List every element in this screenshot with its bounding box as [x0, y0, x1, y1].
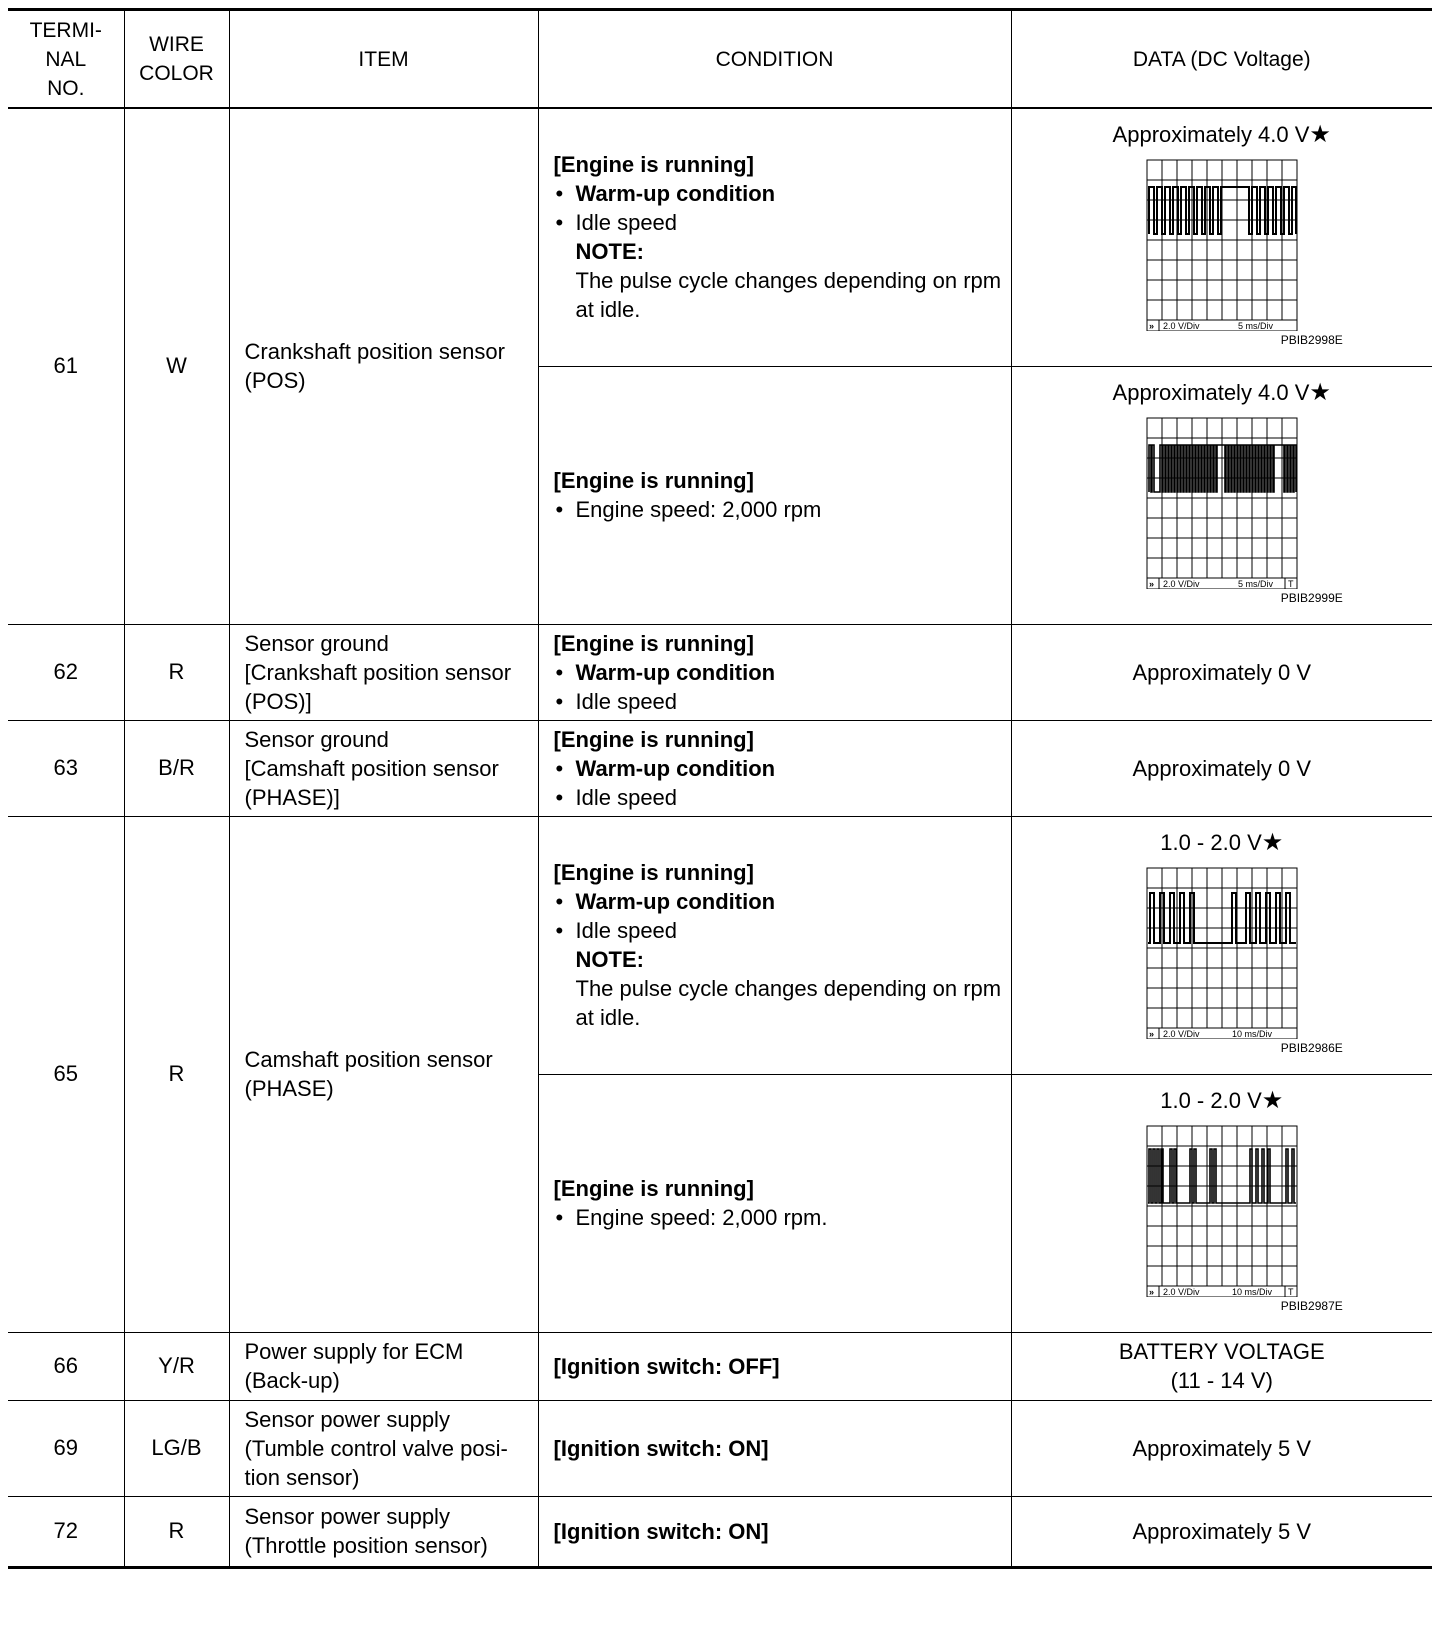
waveform-title: [1097, 817, 1347, 857]
waveform-title: [1097, 367, 1347, 407]
item-61: Crankshaft position sensor (POS): [229, 108, 538, 624]
scope-trigger-mark: T: [1287, 578, 1294, 589]
scope-grid: [1147, 418, 1297, 578]
condition-heading: [Engine is running]: [553, 630, 754, 656]
scope-run-icon: »: [1148, 578, 1154, 589]
star-icon: ★: [1261, 828, 1284, 856]
voltage-value: 1.0 - 2.0 V: [1160, 829, 1262, 855]
scope-time-scale: 10 ms/Div: [1231, 1028, 1272, 1039]
terminal-no-69: 69: [8, 1400, 124, 1496]
star-icon: ★: [1261, 1086, 1284, 1114]
condition-heading: [Engine is running]: [553, 860, 754, 885]
item-65: Camshaft position sensor (PHASE): [229, 816, 538, 1332]
condition-62: [538, 624, 1011, 720]
terminal-no-66: 66: [8, 1332, 124, 1400]
item-72: Sensor power supply (Throttle position sensor): [229, 1496, 538, 1567]
waveform-figure: [1097, 1075, 1347, 1325]
voltage-value: Approximately 4.0 V: [1112, 122, 1310, 147]
condition-heading: [Engine is running]: [553, 726, 754, 752]
item-66: Power supply for ECM (Back-up): [229, 1332, 538, 1400]
oscilloscope-waveform: [1146, 1125, 1298, 1297]
scope-volt-scale: 2.0 V/Div: [1162, 1286, 1200, 1297]
waveform-figure: [1097, 817, 1347, 1067]
condition-bullets: [554, 1203, 1011, 1232]
figure-id: PBIB2998E: [1280, 333, 1343, 347]
condition-heading: [Ignition switch: OFF]: [553, 1353, 780, 1379]
condition-heading: [Ignition switch: ON]: [553, 1435, 769, 1461]
scope-scale-bar: [1147, 578, 1297, 589]
note-label: NOTE:: [575, 947, 644, 972]
note-label: NOTE:: [575, 239, 644, 265]
scope-run-icon: »: [1148, 1286, 1154, 1297]
data-62: Approximately 0 V: [1011, 624, 1432, 720]
item-62: Sensor ground [Crankshaft position sensor (POS)]: [229, 624, 538, 720]
table-row-66: [8, 1332, 1432, 1400]
table-row-72: [8, 1496, 1432, 1567]
waveform-figure: [1097, 109, 1347, 359]
header-condition: CONDITION: [538, 10, 1011, 109]
data-69: Approximately 5 V: [1011, 1400, 1432, 1496]
waveform-title: [1097, 1075, 1347, 1115]
header-item: ITEM: [229, 10, 538, 109]
table-row-63: [8, 720, 1432, 816]
wire-color-65: R: [124, 816, 229, 1332]
figure-id: PBIB2986E: [1280, 1040, 1343, 1055]
condition-bullet: • Warm-up condition: [554, 887, 1011, 916]
scope-time-scale: 10 ms/Div: [1231, 1286, 1272, 1297]
voltage-value: 1.0 - 2.0 V: [1160, 1087, 1262, 1113]
condition-63: [538, 720, 1011, 816]
condition-heading: [Engine is running]: [553, 468, 754, 493]
terminal-no-72: 72: [8, 1496, 124, 1567]
condition-bullet: • Warm-up condition: [554, 179, 1011, 208]
condition-bullets: [554, 495, 1011, 524]
data-65-2000rpm: [1011, 1074, 1432, 1332]
oscilloscope-waveform: [1146, 159, 1298, 331]
wire-color-62: R: [124, 624, 229, 720]
scope-run-icon: »: [1148, 321, 1154, 331]
header-wire-color: WIRE COLOR: [124, 10, 229, 109]
wire-color-69: LG/B: [124, 1400, 229, 1496]
note-text: The pulse cycle changes depending on rpm at idle.: [575, 268, 1002, 323]
scope-time-scale: 5 ms/Div: [1237, 578, 1273, 589]
condition-bullets: [554, 754, 1011, 812]
table-row-62: [8, 624, 1432, 720]
star-icon: ★: [1309, 378, 1331, 406]
table-row-65a: [8, 816, 1432, 1074]
scope-scale-bar: [1147, 1286, 1297, 1297]
terminal-no-62: 62: [8, 624, 124, 720]
condition-bullets: [554, 658, 1011, 716]
wire-color-61: W: [124, 108, 229, 624]
waveform-title: [1097, 109, 1347, 149]
wire-color-72: R: [124, 1496, 229, 1567]
note-text: The pulse cycle changes depending on rpm at idle.: [575, 976, 1002, 1030]
condition-66: [538, 1332, 1011, 1400]
figure-id: PBIB2999E: [1280, 590, 1343, 605]
table-row-69: [8, 1400, 1432, 1496]
oscilloscope-waveform: [1146, 867, 1298, 1039]
voltage-value: Approximately 4.0 V: [1112, 379, 1310, 405]
data-61-idle: [1011, 108, 1432, 366]
condition-bullets: [554, 887, 1011, 945]
condition-bullet: • Warm-up condition: [554, 754, 1011, 783]
condition-61-idle: [538, 108, 1011, 366]
wire-color-66: Y/R: [124, 1332, 229, 1400]
condition-bullet: • Idle speed: [554, 783, 1011, 812]
ecm-terminal-table: [8, 8, 1432, 1569]
condition-65-2000rpm: [538, 1074, 1011, 1332]
terminal-no-61: 61: [8, 108, 124, 624]
condition-bullet: • Idle speed: [554, 916, 1011, 945]
scope-time-scale: 5 ms/Div: [1237, 321, 1273, 331]
condition-72: [538, 1496, 1011, 1567]
scope-grid: [1147, 160, 1297, 320]
waveform-figure: [1097, 367, 1347, 617]
scope-trigger-mark: T: [1287, 1286, 1294, 1297]
scope-scale-bar: [1147, 1028, 1297, 1039]
condition-65-idle: [538, 816, 1011, 1074]
table-row-61a: [8, 108, 1432, 366]
condition-bullet: • Idle speed: [554, 208, 1011, 237]
condition-bullet: • Engine speed: 2,000 rpm.: [554, 1203, 1011, 1232]
scope-scale-bar: [1147, 320, 1297, 331]
figure-id: PBIB2987E: [1280, 1298, 1343, 1313]
star-icon: ★: [1309, 121, 1331, 148]
data-72: Approximately 5 V: [1011, 1496, 1432, 1567]
condition-61-2000rpm: [538, 366, 1011, 624]
item-69: Sensor power supply (Tumble control valve posi- tion sensor): [229, 1400, 538, 1496]
header-terminal-no: TERMI- NAL NO.: [8, 10, 124, 109]
header-row: [8, 10, 1432, 109]
condition-69: [538, 1400, 1011, 1496]
condition-bullet: • Idle speed: [554, 687, 1011, 716]
scope-volt-scale: 2.0 V/Div: [1162, 578, 1200, 589]
item-63: Sensor ground [Camshaft position sensor (PHASE)]: [229, 720, 538, 816]
condition-heading: [Ignition switch: ON]: [553, 1518, 769, 1544]
scope-volt-scale: 2.0 V/Div: [1162, 321, 1200, 331]
data-65-idle: [1011, 816, 1432, 1074]
data-61-2000rpm: [1011, 366, 1432, 624]
terminal-no-63: 63: [8, 720, 124, 816]
condition-bullet: • Engine speed: 2,000 rpm: [554, 495, 1011, 524]
condition-bullets: [554, 179, 1011, 237]
terminal-data-table-sheet: [8, 8, 1432, 1569]
data-66: BATTERY VOLTAGE (11 - 14 V): [1011, 1332, 1432, 1400]
scope-volt-scale: 2.0 V/Div: [1162, 1028, 1200, 1039]
scope-run-icon: »: [1148, 1028, 1154, 1039]
data-63: Approximately 0 V: [1011, 720, 1432, 816]
wire-color-63: B/R: [124, 720, 229, 816]
condition-heading: [Engine is running]: [553, 152, 754, 178]
terminal-no-65: 65: [8, 816, 124, 1332]
condition-heading: [Engine is running]: [553, 1176, 754, 1201]
oscilloscope-waveform: [1146, 417, 1298, 589]
condition-bullet: • Warm-up condition: [554, 658, 1011, 687]
header-data: DATA (DC Voltage): [1011, 10, 1432, 109]
